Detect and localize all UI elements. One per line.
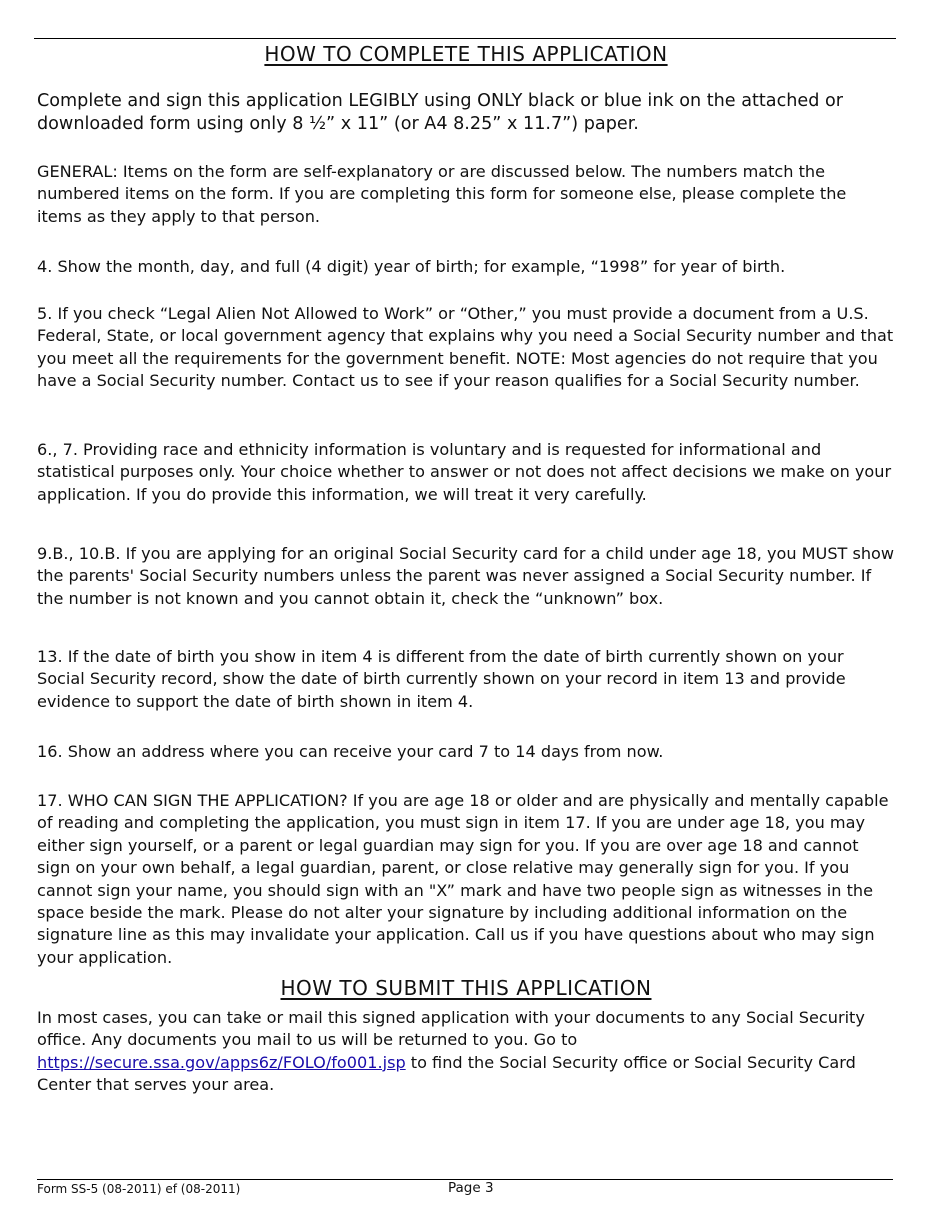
item-4-paragraph: 4. Show the month, day, and full (4 digit) year of birth; for example, “1998” for year of birth. (37, 257, 786, 276)
form-identifier: Form SS-5 (08-2011) ef (08-2011) (37, 1182, 241, 1196)
intro-paragraph: Complete and sign this application LEGIBLY using ONLY black or blue ink on the attached or downloaded form using only 8 ½” x 11” (or A4 8.25” x 11.7”) paper. (37, 91, 843, 134)
submit-text-before-link: In most cases, you can take or mail this signed application with your documents to any Social Security office. Any documents you mail to us will be returned to you. Go to (37, 1008, 865, 1050)
page-number: Page 3 (448, 1180, 494, 1196)
item-5-paragraph: 5. If you check “Legal Alien Not Allowed to Work” or “Other,” you must provide a document from a U.S. Federal, State, or local government agency that explains why you need a Social Security number and that you meet all the requirements for the government benefit. NOTE: Most agencies do not require that you have a Social Security number. Contact us to see if your reason qualifies for a Social Security number. (37, 304, 894, 391)
item-13-paragraph: 13. If the date of birth you show in item 4 is different from the date of birth currently shown on your Social Security record, show the date of birth currently shown on your record in item 13 and provide evidence to support the date of birth shown in item 4. (37, 647, 846, 711)
item-6-7-paragraph: 6., 7. Providing race and ethnicity information is voluntary and is requested for informational and statistical purposes only. Your choice whether to answer or not does not affect decisions we make on your application. If you do provide this information, we will treat it very carefully. (37, 440, 892, 504)
item-16-paragraph: 16. Show an address where you can receive your card 7 to 14 days from now. (37, 742, 664, 761)
general-paragraph: GENERAL: Items on the form are self-explanatory or are discussed below. The numbers match the numbered items on the form. If you are completing this form for someone else, please complete the items as they apply to that person. (37, 162, 847, 226)
submit-section-heading: HOW TO SUBMIT THIS APPLICATION (280, 976, 652, 1000)
item-9b-10b-paragraph: 9.B., 10.B. If you are applying for an original Social Security card for a child under age 18, you MUST show the parents' Social Security numbers unless the parent was never assigned a Social Security number. If the number is not known and you cannot obtain it, check the “unknown” box. (37, 544, 895, 608)
top-divider (34, 38, 896, 39)
complete-section-heading: HOW TO COMPLETE THIS APPLICATION (264, 42, 668, 66)
submit-paragraph (37, 1007, 895, 1097)
submit-text-after-link: to find the Social Security office or Social Security Card Center that serves your area. (37, 1052, 856, 1095)
item-17-paragraph: 17. WHO CAN SIGN THE APPLICATION? If you are age 18 or older and are physically and mentally capable of reading and completing the application, you must sign in item 17. If you are under age 18, you may either sign yourself, or a parent or legal guardian may sign for you. If you are over age 18 and cannot sign on your own behalf, a legal guardian, parent, or close relative may generally sign for you. If you cannot sign your name, you should sign with an "X” mark and have two people sign as witnesses in the space beside the mark. Please do not alter your signature by including additional information on the signature line as this may invalidate your application. Call us if you have questions about who may sign your application. (37, 791, 889, 967)
ssa-office-locator-link[interactable]: https://secure.ssa.gov/apps6z/FOLO/fo001.jsp (37, 1052, 406, 1072)
